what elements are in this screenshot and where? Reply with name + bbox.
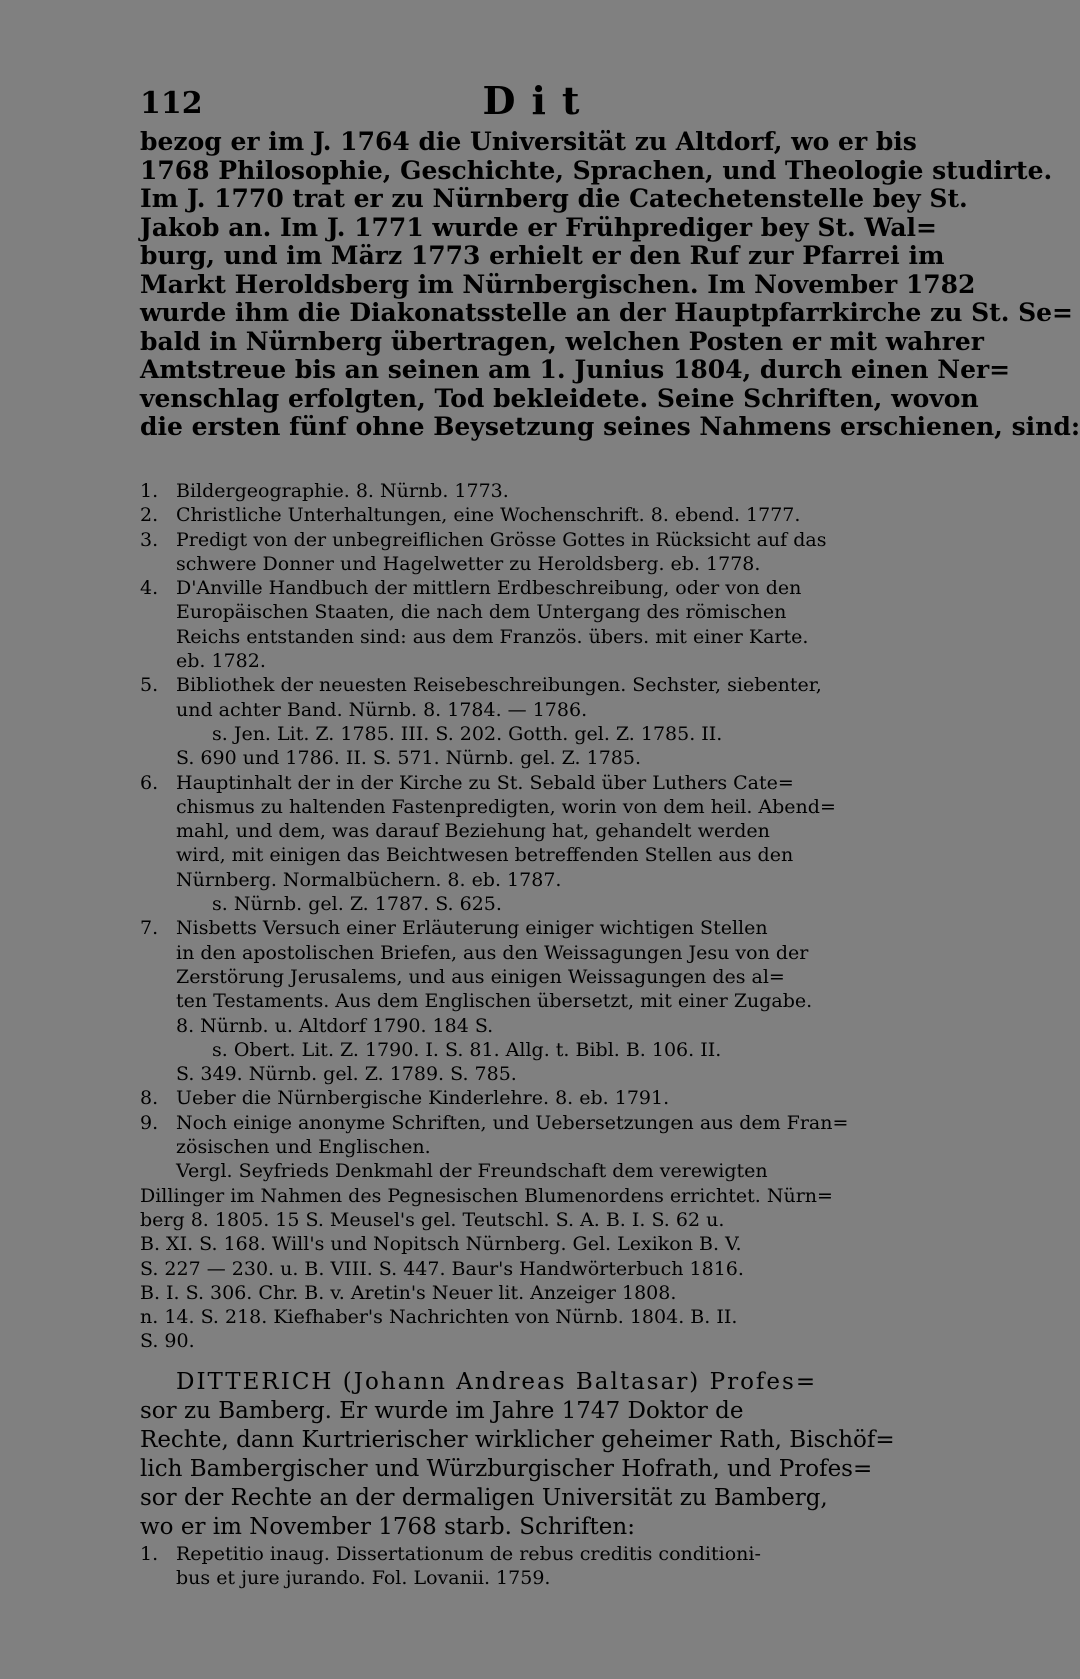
list-item-line <box>140 673 938 697</box>
list-item-line <box>140 868 938 892</box>
list-item-line <box>140 552 938 576</box>
list-item <box>140 576 938 673</box>
text-line: Amtstreue bis an seinen am 1. Junius 1804, durch einen Ner= <box>140 355 1011 384</box>
list-item-text: ten Testaments. Aus dem Englischen übersetzt, mit einer Zugabe. <box>176 990 813 1013</box>
list-item <box>140 479 938 503</box>
list-item-text: mahl, und dem, was darauf Beziehung hat, gehandelt werden <box>176 820 770 843</box>
list-item-number: 4. <box>140 577 159 600</box>
list-item-text: Nisbetts Versuch einer Erläuterung einiger wichtigen Stellen <box>176 917 768 940</box>
text-line: Jakob an. Im J. 1771 wurde er Frühprediger bey St. Wal= <box>140 212 937 242</box>
list-item-text: chismus zu haltenden Fastenpredigten, worin von dem heil. Abend= <box>176 795 836 818</box>
list-item-text: Zerstörung Jerusalems, und aus einigen Weissagungen des al= <box>176 965 785 988</box>
list-item <box>140 673 938 770</box>
list-item-text: Repetitio inaug. Dissertationum de rebus creditis conditioni- <box>176 1542 761 1565</box>
text-line: Markt Heroldsberg im Nürnbergischen. Im November 1782 <box>140 269 976 299</box>
list-item-line <box>140 916 938 940</box>
text-line: Im J. 1770 trat er zu Nürnberg die Catechetenstelle bey St. <box>140 184 968 213</box>
list-item <box>140 528 938 577</box>
list-item-line <box>140 771 938 795</box>
list-item-text: und achter Band. Nürnb. 8. 1784. — 1786. <box>176 698 588 721</box>
references-line: n. 14. S. 218. Kiefhaber's Nachrichten von Nürnb. 1804. B. II. <box>140 1306 738 1329</box>
list-item-line <box>140 795 938 819</box>
list-item-number: 9. <box>140 1111 159 1134</box>
text-line: venschlag erfolgten, Tod bekleidete. Seine Schriften, wovon <box>140 383 979 413</box>
list-item-text: wird, mit einigen das Beichtwesen betreffenden Stellen aus den <box>176 844 794 867</box>
references-line: Dillinger im Nahmen des Pegnesischen Blumenordens errichtet. Nürn= <box>140 1184 833 1207</box>
list-item-number: 1. <box>140 1542 159 1565</box>
list-item-text: Bibliothek der neuesten Reisebeschreibungen. Sechster, siebenter, <box>176 674 822 697</box>
list-item-number: 5. <box>140 674 159 697</box>
list-item-line <box>140 941 938 965</box>
list-item-text: Noch einige anonyme Schriften, und Uebersetzungen aus dem Fran= <box>176 1111 849 1134</box>
references-line: B. XI. S. 168. Will's und Nopitsch Nürnberg. Gel. Lexikon B. V. <box>140 1233 742 1256</box>
list-item-text: 8. Nürnb. u. Altdorf 1790. 184 S. <box>176 1014 494 1037</box>
references-line: berg 8. 1805. 15 S. Meusel's gel. Teutschl. S. A. B. I. S. 62 u. <box>140 1208 725 1231</box>
list-item-line <box>140 600 938 624</box>
works-list <box>140 479 938 1590</box>
text-line: DITTERICH (Johann Andreas Baltasar) Profes= <box>176 1368 818 1395</box>
review-reference: S. 349. Nürnb. gel. Z. 1789. S. 785. <box>176 1063 517 1086</box>
list-item-text: Bildergeographie. 8. Nürnb. 1773. <box>176 480 509 502</box>
list-item-line <box>140 989 938 1013</box>
list-item-line <box>140 1086 938 1110</box>
list-item-line <box>140 819 938 843</box>
list-item-number: 3. <box>140 528 159 551</box>
list-item-line <box>140 1014 938 1038</box>
list-item-text: D'Anville Handbuch der mittlern Erdbeschreibung, oder von den <box>176 577 802 600</box>
biography-paragraph <box>140 127 1080 442</box>
list-item-number: 7. <box>140 917 159 940</box>
text-line: lich Bambergischer und Würzburgischer Hofrath, und Profes= <box>140 1455 873 1482</box>
list-item-line <box>140 479 938 503</box>
list-item-text: schwere Donner und Hagelwetter zu Heroldsberg. eb. 1778. <box>176 552 761 575</box>
list-item-line <box>140 1542 938 1566</box>
list-item-line <box>140 576 938 600</box>
running-head: Dit <box>482 78 596 123</box>
text-line: sor der Rechte an der dermaligen Universität zu Bamberg, <box>140 1484 828 1511</box>
list-item-text: Hauptinhalt der in der Kirche zu St. Sebald über Luthers Cate= <box>176 771 794 794</box>
text-line: Rechte, dann Kurtrierischer wirklicher geheimer Rath, Bischöf= <box>140 1426 895 1453</box>
list-item-line <box>140 1566 938 1590</box>
text-line: 1768 Philosophie, Geschichte, Sprachen, und Theologie studirte. <box>140 155 1053 185</box>
list-item-text: bus et jure jurando. Fol. Lovanii. 1759. <box>176 1566 551 1589</box>
text-line: bald in Nürnberg übertragen, welchen Posten er mit wahrer <box>140 326 984 356</box>
list-item <box>140 916 938 1086</box>
references-line: Vergl. Seyfrieds Denkmahl der Freundschaft dem verewigten <box>176 1160 768 1183</box>
references-line: S. 90. <box>140 1330 195 1353</box>
review-reference: S. 690 und 1786. II. S. 571. Nürnb. gel. Z. 1785. <box>176 747 642 770</box>
list-item-line <box>140 1135 938 1159</box>
list-item <box>140 503 938 527</box>
list-item-line <box>140 528 938 552</box>
list-item-text: Ueber die Nürnbergische Kinderlehre. 8. eb. 1791. <box>176 1087 670 1110</box>
references-line: S. 227 — 230. u. B. VIII. S. 447. Baur's Handwörterbuch 1816. <box>140 1257 744 1280</box>
text-line: die ersten fünf ohne Beysetzung seines Nahmens erschienen, sind: <box>140 412 1080 441</box>
list-item-number: 2. <box>140 504 159 527</box>
page-header <box>140 78 938 128</box>
page-number: 112 <box>140 86 203 121</box>
list-item-line <box>140 965 938 989</box>
list-item-text: eb. 1782. <box>176 650 266 673</box>
list-item <box>140 771 938 917</box>
list-item-text: Reichs entstanden sind: aus dem Französ. übers. mit einer Karte. <box>176 625 809 648</box>
list-item-text: Predigt von der unbegreiflichen Grösse Gottes in Rücksicht auf das <box>176 528 827 551</box>
review-reference: s. Obert. Lit. Z. 1790. I. S. 81. Allg. t. Bibl. B. 106. II. <box>212 1038 722 1061</box>
list-item-text: Europäischen Staaten, die nach dem Untergang des römischen <box>176 601 787 624</box>
list-item-line <box>140 1111 938 1135</box>
list-item-number: 8. <box>140 1087 159 1110</box>
list-item-line <box>140 649 938 673</box>
list-item-text: Nürnberg. Normalbüchern. 8. eb. 1787. <box>176 868 562 891</box>
text-line: wurde ihm die Diakonatsstelle an der Hauptpfarrkirche zu St. Se= <box>140 298 1074 327</box>
review-reference: s. Jen. Lit. Z. 1785. III. S. 202. Gotth. gel. Z. 1785. II. <box>212 722 723 745</box>
text-line: wo er im November 1768 starb. Schriften: <box>140 1513 635 1540</box>
text-line: burg, und im März 1773 erhielt er den Ruf zur Pfarrei im <box>140 241 945 270</box>
list-item-number: 6. <box>140 771 159 794</box>
list-item-line <box>140 503 938 527</box>
text-line: sor zu Bamberg. Er wurde im Jahre 1747 Doktor de <box>140 1397 744 1424</box>
list-item-line <box>140 625 938 649</box>
list-item-line <box>140 698 938 722</box>
list-item-line <box>140 843 938 867</box>
list-item-text: Christliche Unterhaltungen, eine Wochenschrift. 8. ebend. 1777. <box>176 504 801 527</box>
list-item-number: 1. <box>140 480 159 502</box>
list-item-text: in den apostolischen Briefen, aus den Weissagungen Jesu von der <box>176 941 809 964</box>
references-line: B. I. S. 306. Chr. B. v. Aretin's Neuer lit. Anzeiger 1808. <box>140 1281 677 1304</box>
review-reference: s. Nürnb. gel. Z. 1787. S. 625. <box>212 893 502 916</box>
list-item <box>140 1086 938 1110</box>
ditterich-entry <box>140 1368 938 1542</box>
list-item <box>140 1111 938 1160</box>
list-item-text: zösischen und Englischen. <box>176 1136 431 1159</box>
text-line: bezog er im J. 1764 die Universität zu Altdorf, wo er bis <box>140 127 917 156</box>
